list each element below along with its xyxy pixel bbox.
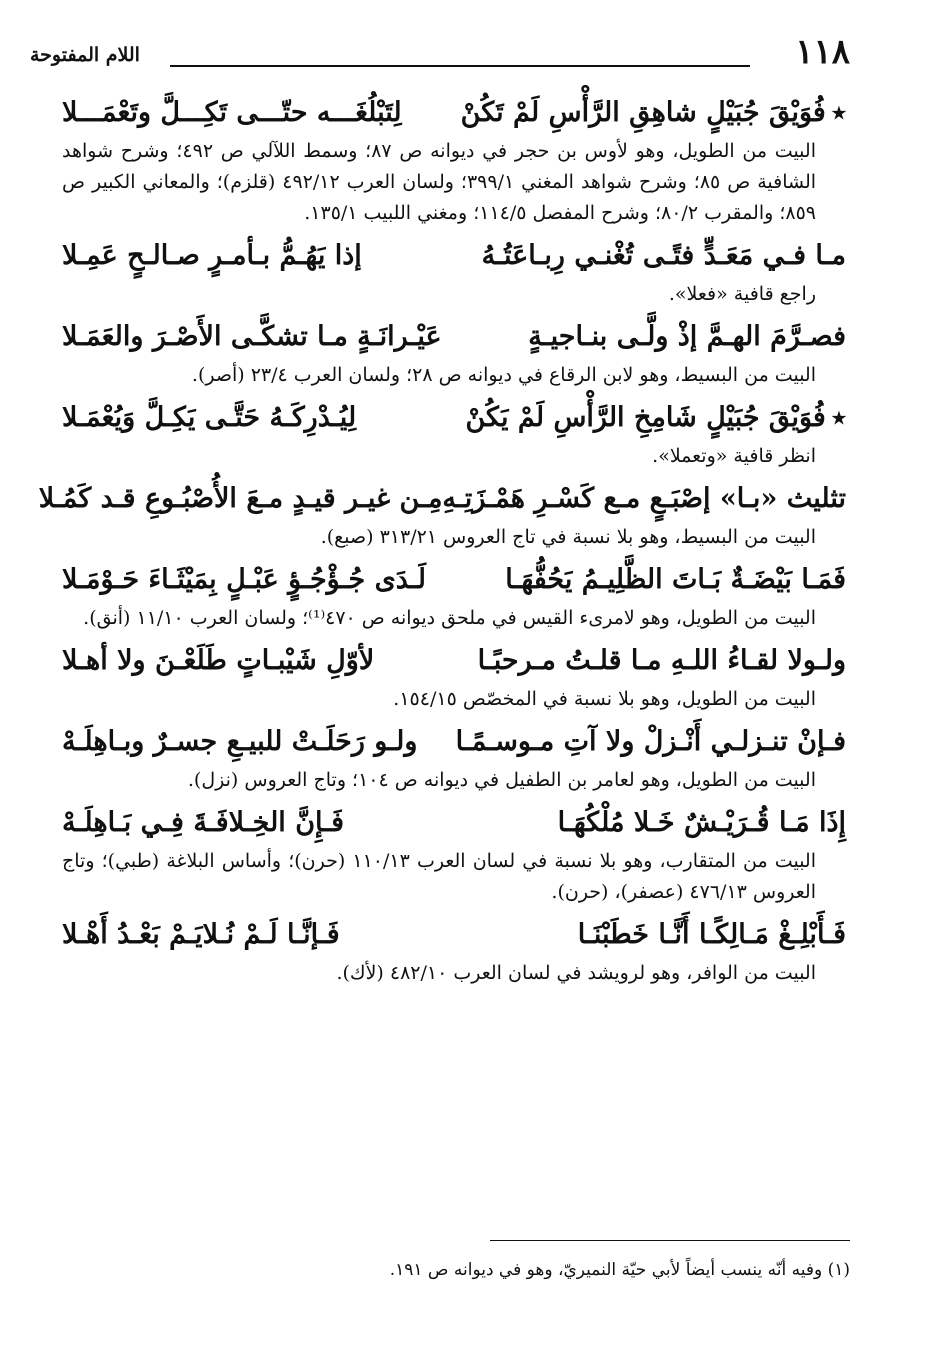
page-number: ١١٨ <box>795 32 850 72</box>
verse-commentary: البيت من الطويل، وهو لأوس بن حجر في ديوانه ص ٨٧؛ وسمط اللآلي ص ٤٩٢؛ وشرح شواهد الشافية ص ٨٥؛ وشرح شواهد المغني ٣٩٩/١؛ ولسان العرب ٤٩٢/١٢ (قلزم)؛ والمعاني الكبير ص ٨٥٩؛ والمقرب ٨٠/٢؛ وشرح المفصل ١١٤/٥؛ ومغني اللبيب ١٣٥/١. <box>62 140 817 224</box>
verse-entry <box>62 314 846 391</box>
verse-line <box>62 638 846 684</box>
first-hemistich <box>466 395 847 441</box>
verse-entry <box>62 90 846 229</box>
verse-entry <box>62 912 846 989</box>
second-hemistich: إذا يَهُـمُّ بـأمـرٍ صـالـحٍ عَمِـلا <box>62 240 362 271</box>
first-hemistich-text: فصـرَّمَ الهـمَّ إذْ ولَّـى بنـاجيـةٍ <box>528 321 846 352</box>
first-hemistich <box>558 800 846 846</box>
second-hemistich: فَـإنَّـا لَـمْ نُـلايَـمْ بَعْـدُ أَهْـلا <box>62 919 340 950</box>
verse-entry <box>62 638 846 715</box>
verse-line <box>62 233 846 279</box>
verse-line <box>62 800 846 846</box>
verse-entry <box>62 557 846 634</box>
footnote-rule <box>490 1240 850 1241</box>
first-hemistich-text: فُوَيْقَ جُبَيْلٍ شاهِقِ الرَّأْسِ لَمْ تَكُنْ <box>460 97 826 128</box>
first-hemistich <box>461 90 846 136</box>
first-hemistich-text: تثليث «بـا» إصْبَـعٍ مـع كَسْـرِ هَمْـزَتِـهِ <box>442 483 846 514</box>
second-hemistich: لِيُـدْرِكَـهُ حَتَّـى يَكِـلَّ وَيُعْمَـلا <box>62 402 357 433</box>
second-hemistich: لَـدَى جُـؤْجُـؤٍ عَبْـلٍ بِمَيْثَـاءَ حَـوْمَـلا <box>62 564 427 595</box>
first-hemistich <box>482 233 846 279</box>
verse-entry <box>38 476 846 553</box>
first-hemistich <box>578 912 846 958</box>
first-hemistich <box>528 314 846 360</box>
verse-line <box>62 395 846 441</box>
verse-commentary: البيت من الطويل، وهو لعامر بن الطفيل في ديوانه ص ١٠٤؛ وتاج العروس (نزل). <box>187 769 816 791</box>
second-hemistich: لأوّلِ شَيْبـاتٍ طَلَعْـنَ ولا أهـلا <box>62 645 375 676</box>
verse-line <box>62 557 846 603</box>
page-header <box>30 28 850 78</box>
verse-entry <box>62 233 846 310</box>
verse-commentary: البيت من المتقارب، وهو بلا نسبة في لسان العرب ١١٠/١٣ (حرن)؛ وأساس البلاغة (طبي)؛ وتاج العروس ٤٧٦/١٣ (عصفر)، (حرن). <box>62 850 816 903</box>
verse-line <box>62 314 846 360</box>
header-rule <box>170 65 750 67</box>
verse-line <box>38 476 846 522</box>
first-hemistich <box>478 638 846 684</box>
first-hemistich-text: إِذَا مَـا قُـرَيْـشٌ خَـلا مُلْكُهَـا <box>557 807 846 838</box>
verse-line <box>62 90 846 136</box>
verse-commentary: البيت من الوافر، وهو لرويشد في لسان العرب ٤٨٢/١٠ (لأك). <box>336 962 816 984</box>
asterisk-icon: ٭ <box>831 403 846 433</box>
first-hemistich <box>442 476 846 522</box>
verse-commentary: راجع قافية «فعلا». <box>668 283 816 305</box>
second-hemistich: مِـن غيـر قيـدٍ مـعَ الأُصْبُـوعِ قـد كَمُـلا <box>38 483 443 514</box>
running-title: اللام المفتوحة <box>30 44 140 66</box>
verse-entry <box>62 719 846 796</box>
first-hemistich-text: فُوَيْقَ جُبَيْلٍ شَامِخِ الرَّأْسِ لَمْ يَكُنْ <box>465 402 826 433</box>
verse-commentary: البيت من الطويل، وهو بلا نسبة في المخصّص ١٥٤/١٥. <box>393 688 816 710</box>
first-hemistich-text: فـإنْ تنـزلـي أَنْـزلْ ولا آتِ مـوسـمًـا <box>455 726 846 757</box>
second-hemistich: ولـو رَحَلَـتْ للبيـعِ جسـرٌ وبـاهِلَـهْ <box>62 726 418 757</box>
first-hemistich-text: فَـأَبْلِـغْ مَـالِكًـا أَنَّـا خَطَبْنَـا <box>577 919 846 950</box>
verse-entry <box>62 800 846 908</box>
first-hemistich <box>505 557 846 603</box>
second-hemistich: فَـإِنَّ الخِـلافَـةَ فِـي بَـاهِلَـهْ <box>62 807 345 838</box>
first-hemistich <box>456 719 846 765</box>
second-hemistich: لِتَبْلُغَـــه حتّـــى تَكِـــلَّ وتَعْمَـــلا <box>62 97 402 128</box>
first-hemistich-text: فَمَـا بَيْضَـةٌ بَـاتَ الظَّلِيـمُ يَحُفُّهَـا <box>505 564 846 595</box>
first-hemistich-text: ولـولا لقـاءُ اللـهِ مـا قلـتُ مـرحبًـا <box>477 645 846 676</box>
verse-entry <box>62 395 846 472</box>
first-hemistich-text: مـا فـي مَعَـدٍّ فتًـى تُغْنـي رِبـاعَتُـهُ <box>481 240 846 271</box>
footnote: (١) وفيه أنّه ينسب أيضاً لأبي حيّة النميريّ، وهو في ديوانه ص ١٩١. <box>389 1260 850 1280</box>
second-hemistich: عَيْـرانَـةٍ مـا تشكَّـى الأَصْـرَ والعَمَـلا <box>62 321 442 352</box>
verse-commentary: البيت من البسيط، وهو لابن الرقاع في ديوانه ص ٢٨؛ ولسان العرب ٢٣/٤ (أصر). <box>191 364 816 386</box>
verse-line <box>62 912 846 958</box>
verse-commentary: انظر قافية «وتعملا». <box>652 445 816 467</box>
verse-commentary: البيت من البسيط، وهو بلا نسبة في تاج العروس ٣١٣/٢١ (صبع). <box>320 526 816 548</box>
verse-line <box>62 719 846 765</box>
verse-commentary: البيت من الطويل، وهو لامرىء القيس في ملحق ديوانه ص ٤٧٠⁽¹⁾؛ ولسان العرب ١١/١٠ (أنق). <box>83 607 816 629</box>
asterisk-icon: ٭ <box>831 98 846 128</box>
verse-list <box>38 90 846 993</box>
